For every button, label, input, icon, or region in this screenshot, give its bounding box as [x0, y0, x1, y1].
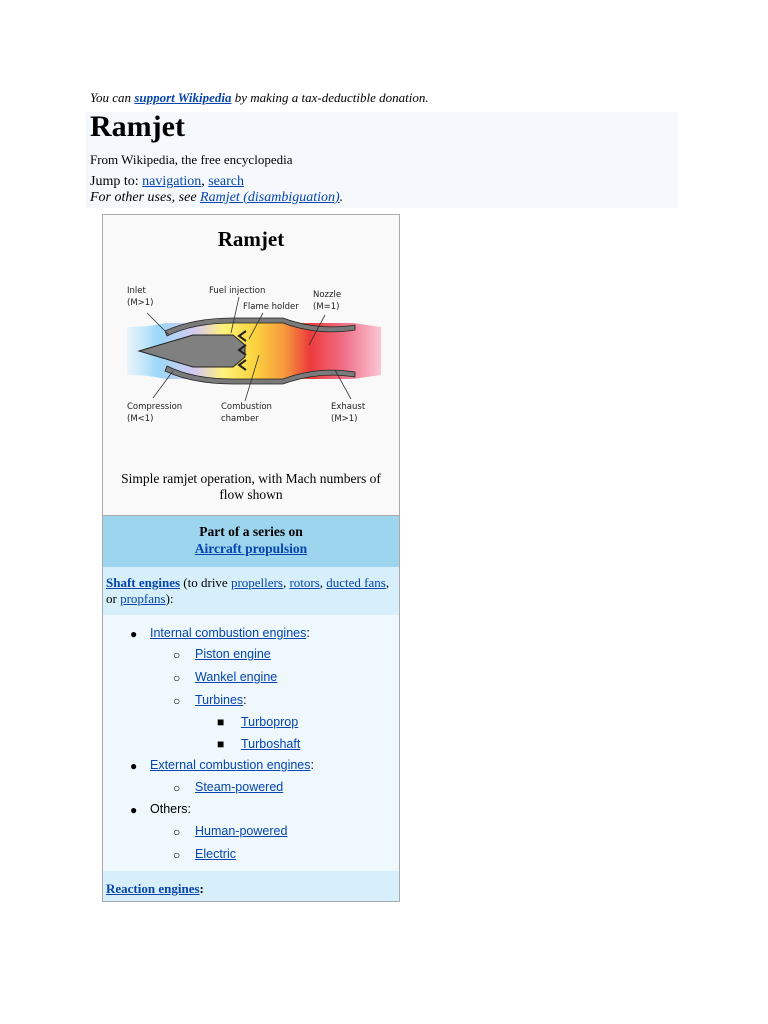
infobox [102, 214, 400, 902]
turboshaft-link[interactable]: Turboshaft [241, 737, 301, 751]
turbines-link[interactable]: Turbines [195, 693, 244, 707]
bullet-circle-icon: ○ [173, 825, 181, 839]
bullet-disc-icon: ● [130, 759, 138, 773]
series-header [103, 515, 399, 568]
list-item [195, 824, 287, 838]
shaft-sep-2: , [319, 575, 327, 590]
shaft-text-3: ): [165, 591, 174, 606]
label-flame-holder: Flame holder [243, 302, 299, 312]
list-item [241, 737, 300, 751]
label-compression: Compression [127, 402, 183, 412]
jump-navigation-link[interactable]: navigation [142, 174, 202, 189]
series-label: Part of a series on [199, 524, 303, 539]
bullet-square-icon: ■ [217, 737, 225, 751]
list-colon: : [310, 758, 314, 772]
label-combustion: Combustion [221, 402, 272, 412]
bullet-circle-icon: ○ [173, 671, 181, 685]
infobox-title: Ramjet [217, 227, 285, 251]
list-item [195, 847, 236, 861]
disambiguation-link[interactable]: Ramjet (disambiguation) [200, 190, 340, 205]
jump-search-link[interactable]: search [208, 174, 244, 189]
bullet-circle-icon: ○ [173, 648, 181, 662]
list-item [150, 758, 314, 772]
shaft-engines-list [103, 615, 399, 871]
propellers-link[interactable]: propellers [230, 575, 283, 590]
list-item [150, 626, 310, 640]
support-wikipedia-link[interactable]: support Wikipedia [134, 90, 232, 105]
label-nozzle: Nozzle [313, 290, 342, 300]
list-item [241, 715, 298, 729]
shaft-engines-link[interactable]: Shaft engines [106, 575, 181, 590]
propfans-link[interactable]: propfans [120, 591, 166, 606]
jump-to [90, 174, 244, 190]
diagram-caption: Simple ramjet operation, with Mach numbers of flow shown [121, 471, 381, 502]
bullet-disc-icon: ● [130, 803, 138, 817]
reaction-engines-link[interactable]: Reaction engines [106, 881, 200, 896]
bullet-disc-icon: ● [130, 627, 138, 641]
shaft-sep-1: , [282, 575, 290, 590]
human-powered-link[interactable]: Human-powered [195, 824, 288, 838]
list-colon: : [306, 626, 310, 640]
jump-separator: , [201, 174, 209, 189]
hatnote-prefix: For other uses, see [90, 190, 201, 205]
others-label: Others: [150, 802, 191, 816]
aircraft-propulsion-link[interactable]: Aircraft propulsion [194, 541, 308, 556]
external-combustion-link[interactable]: External combustion engines [150, 758, 311, 772]
list-colon: : [243, 693, 247, 707]
ducted-fans-link[interactable]: ducted fans [326, 575, 386, 590]
list-item [195, 647, 271, 661]
piston-engine-link[interactable]: Piston engine [195, 647, 271, 661]
bullet-circle-icon: ○ [173, 848, 181, 862]
bullet-circle-icon: ○ [173, 694, 181, 708]
rotors-link[interactable]: rotors [289, 575, 320, 590]
label-nozzle-mach: (M=1) [313, 302, 340, 312]
label-inlet: Inlet [127, 286, 146, 296]
internal-combustion-link[interactable]: Internal combustion engines [150, 626, 307, 640]
jump-to-prefix: Jump to: [90, 174, 143, 189]
steam-powered-link[interactable]: Steam-powered [195, 780, 284, 794]
list-item [195, 780, 283, 794]
hatnote-suffix: . [339, 190, 344, 205]
reaction-engines-section [103, 871, 399, 902]
page-title: Ramjet [90, 110, 185, 143]
wankel-engine-link[interactable]: Wankel engine [195, 670, 278, 684]
list-item [195, 670, 277, 684]
ramjet-diagram[interactable] [103, 215, 399, 465]
bullet-square-icon: ■ [217, 715, 225, 729]
reaction-colon: : [199, 881, 204, 896]
turboprop-link[interactable]: Turboprop [241, 715, 299, 729]
electric-link[interactable]: Electric [195, 847, 236, 861]
bullet-circle-icon: ○ [173, 781, 181, 795]
site-notice-suffix: by making a tax-deductible donation. [231, 90, 429, 105]
label-exhaust: Exhaust [331, 402, 366, 412]
label-exhaust-mach: (M>1) [331, 414, 358, 424]
shaft-engines-section [103, 567, 399, 615]
shaft-text-2: , or [106, 575, 390, 606]
label-inlet-mach: (M>1) [127, 298, 154, 308]
site-notice-prefix: You can [90, 90, 135, 105]
site-notice [90, 90, 429, 106]
label-compression-mach: (M<1) [127, 414, 154, 424]
shaft-text-1: (to drive [180, 575, 231, 590]
list-item [195, 693, 247, 707]
hatnote [90, 190, 343, 206]
tagline: From Wikipedia, the free encyclopedia [90, 152, 293, 167]
label-combustion-chamber: chamber [221, 414, 259, 424]
label-fuel-injection: Fuel injection [209, 286, 266, 296]
